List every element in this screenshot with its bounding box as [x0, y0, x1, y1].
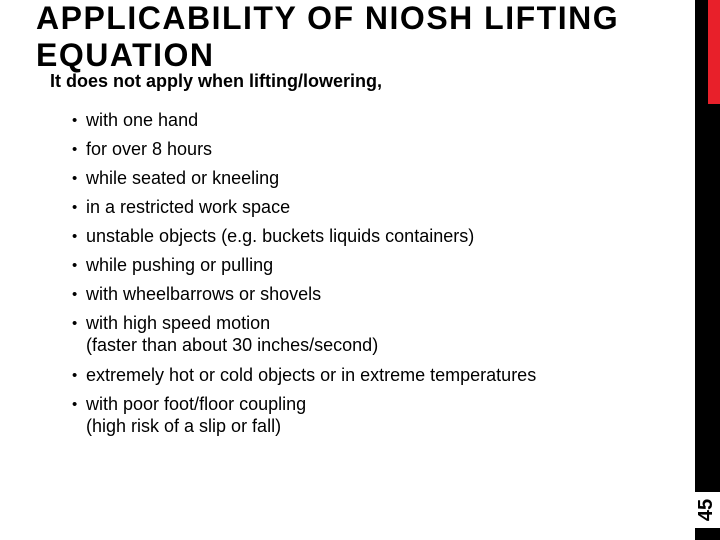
list-item-text: extremely hot or cold objects or in extreme temperatures [86, 365, 537, 385]
bullet-icon: • [72, 170, 78, 187]
list-item-text: while pushing or pulling [86, 255, 274, 275]
list-item-subtext: (high risk of a slip or fall) [86, 416, 282, 436]
list-item-text: in a restricted work space [86, 197, 291, 217]
list-item [72, 280, 672, 309]
list-item-text: unstable objects (e.g. buckets liquids containers) [86, 226, 475, 246]
bullet-icon: • [72, 141, 78, 158]
slide-subtitle: It does not apply when lifting/lowering, [50, 71, 382, 91]
list-item [72, 193, 672, 222]
list-item-text: with poor foot/floor coupling [86, 394, 307, 414]
list-item-text: for over 8 hours [86, 139, 213, 159]
bullet-icon: • [72, 315, 78, 332]
bullet-list [72, 106, 672, 442]
list-item-text: while seated or kneeling [86, 168, 280, 188]
bullet-icon: • [72, 112, 78, 129]
list-item-text: with wheelbarrows or shovels [86, 284, 322, 304]
list-item-text: with high speed motion [86, 313, 271, 333]
bullet-icon: • [72, 286, 78, 303]
list-item [72, 135, 672, 164]
list-item-subtext: (faster than about 30 inches/second) [86, 335, 379, 355]
bullet-icon: • [72, 228, 78, 245]
list-item [72, 164, 672, 193]
list-item-text: with one hand [86, 110, 199, 130]
list-item [72, 106, 672, 135]
slide-title: APPLICABILITY OF NIOSH LIFTING EQUATION [36, 0, 620, 73]
bullet-icon: • [72, 367, 78, 384]
list-item [72, 251, 672, 280]
bullet-icon: • [72, 199, 78, 216]
accent-bar [708, 0, 720, 104]
bullet-icon: • [72, 396, 78, 413]
bullet-icon: • [72, 257, 78, 274]
page-number: 45 [688, 492, 720, 528]
list-item [72, 390, 672, 438]
list-item [72, 361, 672, 390]
list-item [72, 309, 672, 357]
list-item [72, 222, 672, 251]
